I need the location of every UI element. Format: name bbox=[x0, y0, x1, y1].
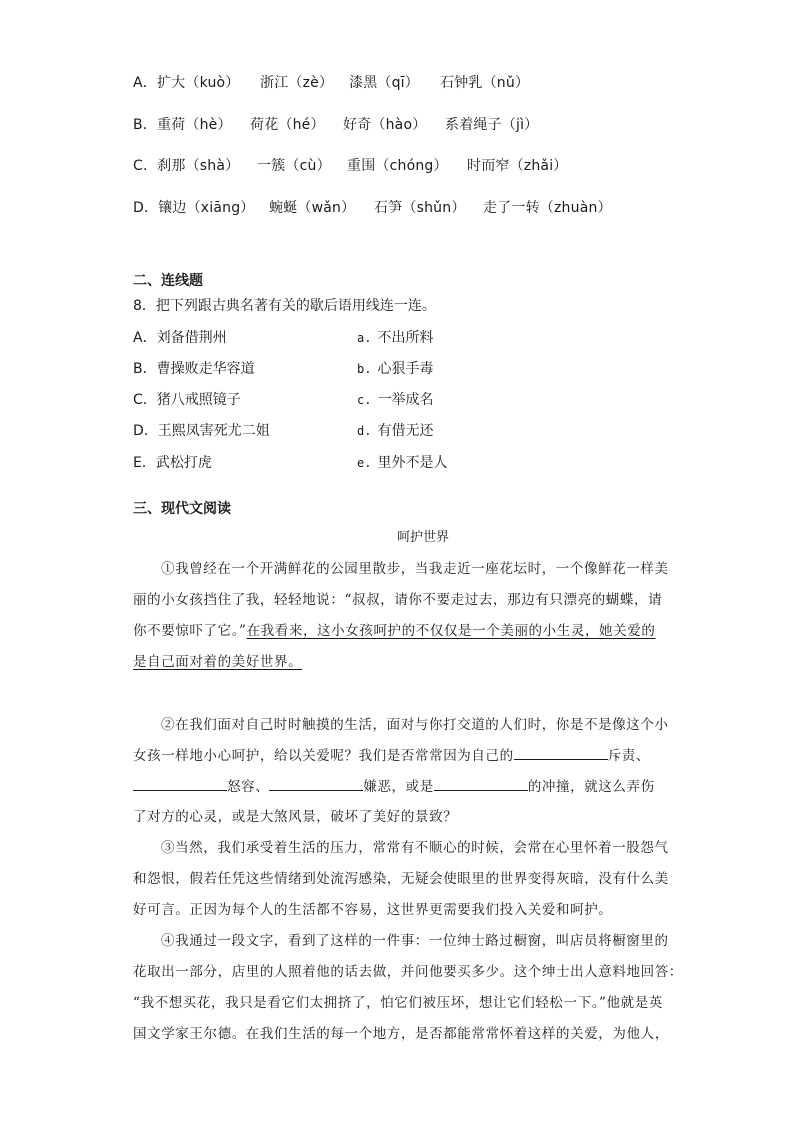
passage-line: ①我曾经在一个开满鲜花的公园里散步，当我走近一座花坛时，一个像鲜花一样美 bbox=[161, 561, 669, 577]
passage-line: ②在我们面对自己时时触摸的生活，面对与你打交道的人们时，你是不是像这个小 bbox=[161, 717, 669, 733]
passage-title: 呵护世界 bbox=[397, 530, 450, 545]
passage-line: 了对方的心灵，或是大煞风景，破坏了美好的景致？ bbox=[133, 809, 458, 825]
passage-line: 花取出一部分，店里的人照着他的话去做，并问他要买多少。这个绅士出人意料地回答： bbox=[133, 964, 683, 980]
section2-question: 8．把下列跟古典名著有关的歇后语用线连一连。 bbox=[133, 298, 436, 314]
match-right-item bbox=[357, 420, 433, 440]
passage-line: 丽的小女孩挡住了我，轻轻地说：“叔叔，请你不要走过去，那边有只漂亮的蝴蝶，请 bbox=[133, 592, 663, 608]
passage-line: “我不想买花，我只是看它们太拥挤了，怕它们被压坏，想让它们轻松一下。”他就是英 bbox=[133, 995, 663, 1011]
passage-line bbox=[133, 744, 650, 764]
passage-line bbox=[133, 619, 655, 639]
underlined-sentence: 是自己面对着的美好世界。 bbox=[133, 654, 303, 670]
answer-blank-2[interactable] bbox=[133, 778, 227, 791]
passage-line: 和怨恨，假若任凭这些情绪到处流泻感染，无疑会使眼里的世界变得灰暗，没有什么美 bbox=[133, 871, 669, 887]
match-left-item: C．猪八戒照镜子 bbox=[133, 392, 241, 408]
option-a-3: 漆黑（qī） bbox=[349, 75, 419, 91]
match-left-item: A．刘备借荆州 bbox=[133, 330, 227, 346]
passage-text: 的冲撞，就这么弄伤 bbox=[527, 779, 655, 795]
option-b-2: 荷花（hé） bbox=[250, 117, 325, 133]
passage-line: ④我通过一段文字，看到了这样的一件事：一位绅士路过橱窗，叫店员将橱窗里的 bbox=[161, 933, 669, 949]
match-right-letter: d. bbox=[357, 424, 372, 438]
option-d-4: 走了一转（zhuàn） bbox=[483, 200, 612, 216]
option-b-1: B．重荷（hè） bbox=[133, 117, 232, 133]
underlined-sentence: 在我看来，这小女孩呵护的不仅仅是一个美丽的小生灵，她关爱的 bbox=[246, 623, 656, 639]
option-c-2: 一簇（cù） bbox=[257, 158, 331, 174]
passage-text: 女孩一样地小心呵护，给以关爱呢？我们是否常常因为自己的 bbox=[133, 748, 514, 764]
option-c-1: C．刹那（shà） bbox=[133, 158, 240, 174]
section3-heading: 三、现代文阅读 bbox=[133, 501, 231, 517]
match-left-item: E．武松打虎 bbox=[133, 455, 212, 471]
option-d-1: D．镶边（xiāng） bbox=[133, 200, 255, 216]
answer-blank-3[interactable] bbox=[269, 778, 363, 791]
option-b-3: 好奇（hào） bbox=[343, 117, 427, 133]
match-right-item bbox=[357, 327, 433, 347]
passage-text: 嫌恶，或是 bbox=[363, 779, 434, 795]
passage-text: 你不要惊吓了它。” bbox=[133, 623, 247, 639]
match-right-item bbox=[357, 389, 433, 409]
match-right-text: 里外不是人 bbox=[377, 455, 448, 471]
match-right-text: 不出所料 bbox=[377, 330, 434, 346]
answer-blank-1[interactable] bbox=[514, 747, 608, 760]
option-a-4: 石钟乳（nǔ） bbox=[440, 75, 530, 91]
passage-text: 斥责、 bbox=[607, 748, 651, 764]
option-a-1: A．扩大（kuò） bbox=[133, 75, 240, 91]
passage-line bbox=[133, 775, 655, 795]
match-right-letter: a. bbox=[357, 331, 372, 345]
option-c-4: 时而窄（zhǎi） bbox=[467, 158, 568, 174]
match-right-letter: e. bbox=[357, 456, 372, 470]
match-right-text: 有借无还 bbox=[377, 423, 434, 439]
match-right-letter: c. bbox=[357, 393, 372, 407]
match-right-text: 心狠手毒 bbox=[377, 361, 434, 377]
passage-line: 好可言。正因为每个人的生活都不容易，这世界更需要我们投入关爱和呵护。 bbox=[133, 902, 613, 918]
option-b-4: 系着绳子（jì） bbox=[445, 117, 539, 133]
passage-line: ③当然，我们承受着生活的压力，常常有不顺心的时候，会常在心里怀着一股怨气 bbox=[161, 840, 669, 856]
match-right-item bbox=[357, 358, 433, 378]
passage-line: 国文学家王尔德。在我们生活的每一个地方，是否都能常常怀着这样的关爱，为他人， bbox=[133, 1026, 669, 1042]
match-left-item: D．王熙凤害死尤二姐 bbox=[133, 423, 270, 439]
passage-text: 怒容、 bbox=[227, 779, 270, 795]
option-c-3: 重围（chóng） bbox=[347, 158, 448, 174]
option-a-2: 浙江（zè） bbox=[260, 75, 334, 91]
section2-heading: 二、连线题 bbox=[133, 273, 203, 289]
answer-blank-4[interactable] bbox=[434, 778, 528, 791]
match-right-item bbox=[357, 452, 447, 472]
match-left-item: B．曹操败走华容道 bbox=[133, 361, 255, 377]
match-right-letter: b. bbox=[357, 362, 372, 376]
match-right-text: 一举成名 bbox=[377, 392, 434, 408]
option-d-3: 石笋（shǔn） bbox=[374, 200, 466, 216]
option-d-2: 蜿蜒（wǎn） bbox=[269, 200, 356, 216]
